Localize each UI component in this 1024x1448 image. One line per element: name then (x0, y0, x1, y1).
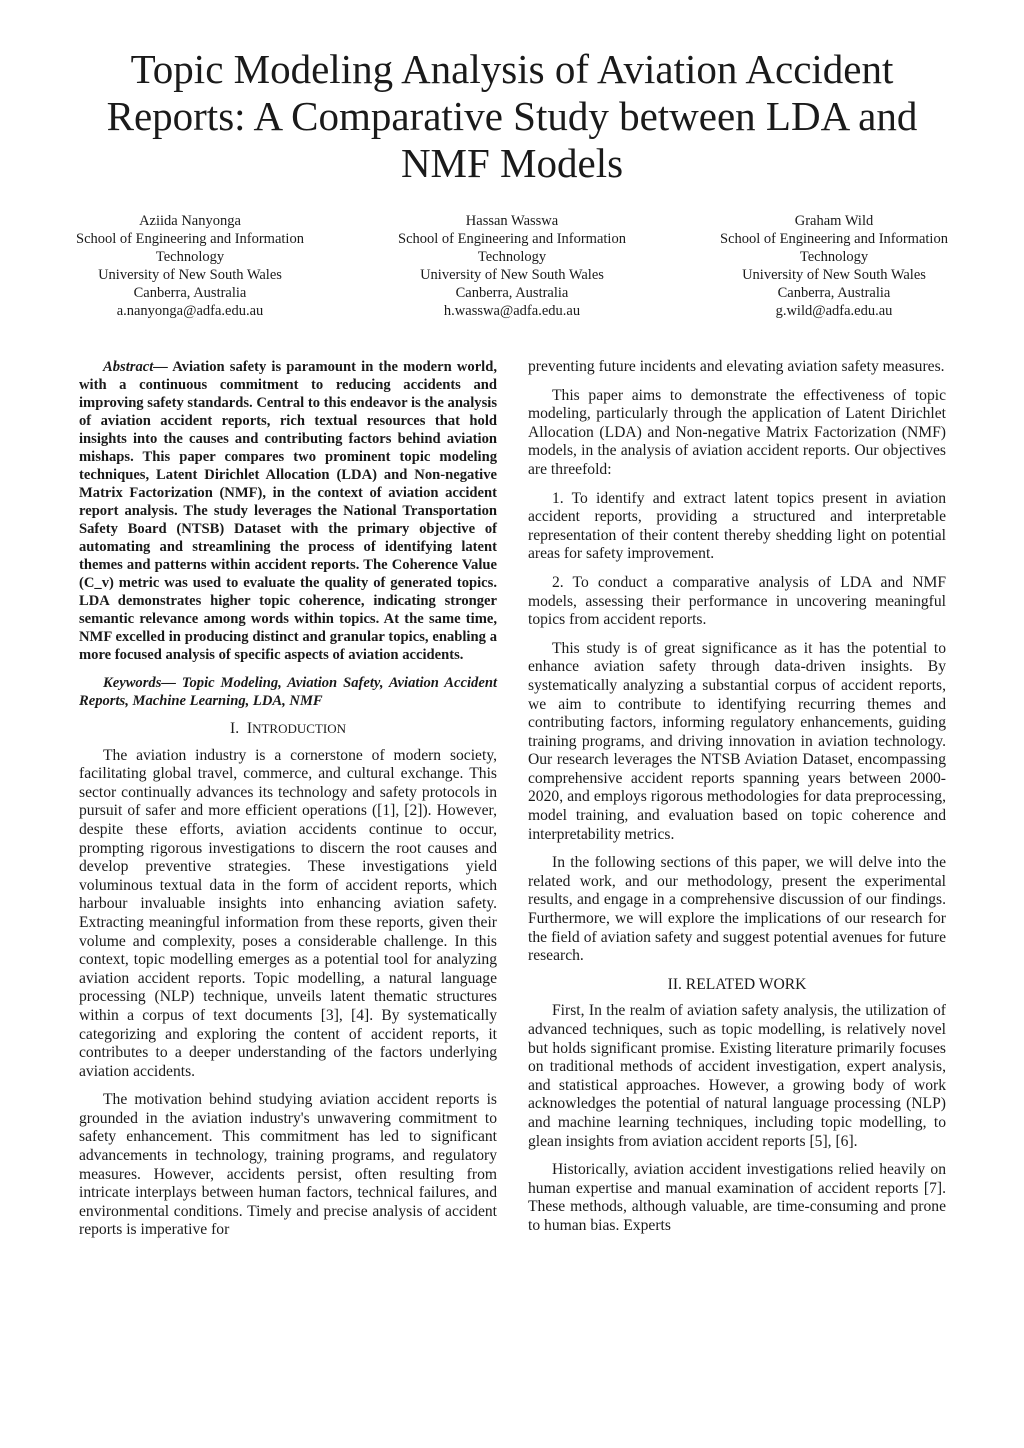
section-heading-related-work: II. RELATED WORK (667, 975, 807, 993)
author-dept: School of Engineering and Information (720, 231, 948, 247)
author-university: University of New South Wales (742, 267, 926, 283)
left-column (79, 358, 497, 1250)
section-heading-introduction: I. INTRODUCTION (230, 720, 346, 737)
author-location: Canberra, Australia (777, 285, 891, 301)
keywords-text: Topic Modeling, Aviation Safety, Aviation Accident Reports, Machine Learning, LDA, NMF (79, 675, 497, 709)
objective-2: 2. To conduct a comparative analysis of LDA and NMF models, assessing their performance in uncovering meaningful topics from accident reports. (528, 573, 946, 629)
intro-paragraph-1: The aviation industry is a cornerstone of modern society, facilitating global travel, commerce, and cultural exchange. This sector continually advances its technology and safety protocols in pursuit of safer and more efficient operations ([1], [2]). However, despite these efforts, aviation accidents continue to occur, prompting rigorous investigations to discern the root causes and develop preventive strategies. These investigations yield voluminous textual data in the form of accident reports, which harbour invaluable insights into enhancing aviation safety. Extracting meaningful information from these reports, given their volume and complexity, poses a considerable challenge. In this context, topic modelling emerges as a potential tool for analyzing aviation accident reports. Topic modelling, a natural language processing (NLP) technique, unveils latent thematic structures within a corpus of text documents [3], [4]. By systematically categorizing and exploring the content of accident reports, it contributes to a deeper understanding of the factors underlying aviation accidents. (79, 746, 497, 1080)
author-1 (40, 212, 340, 320)
author-location: Canberra, Australia (455, 285, 569, 301)
author-name: Hassan Wasswa (465, 213, 559, 229)
author-dept-2: Technology (477, 249, 547, 265)
author-university: University of New South Wales (420, 267, 604, 283)
author-name: Graham Wild (794, 213, 874, 229)
author-email: h.wasswa@adfa.edu.au (443, 303, 581, 319)
author-email: a.nanyonga@adfa.edu.au (116, 303, 264, 319)
author-location: Canberra, Australia (133, 285, 247, 301)
author-university: University of New South Wales (98, 267, 282, 283)
related-paragraph-1: First, In the realm of aviation safety analysis, the utilization of advanced techniques, such as topic modelling, is relatively novel but holds significant promise. Existing literature primarily focuses on traditional methods of accident investigation, expert analysis, and statistical approaches. However, a growing body of work acknowledges the potential of natural language processing (NLP) and machine learning techniques, including topic modelling, to glean insights from aviation accident reports [5], [6]. (528, 1002, 946, 1150)
author-dept: School of Engineering and Information (398, 231, 626, 247)
abstract-label: Abstract— (103, 359, 168, 375)
abstract-text: Aviation safety is paramount in the modern world, with a continuous commitment to reducing accidents and improving safety standards. Central to this endeavor is the analysis of aviation accident reports, rich textual resources that hold insights into the causes and contributing factors behind aviation mishaps. This paper compares two prominent topic modeling techniques, Latent Dirichlet Allocation (LDA) and Non-negative Matrix Factorization (NMF), in the context of aviation accident report analysis. The study leverages the National Transportation Safety Board (NTSB) Dataset with the primary objective of automating and streamlining the process of identifying latent themes and patterns within accident reports. The Coherence Value (C_v) metric was used to evaluate the quality of generated topics. LDA demonstrates higher topic coherence, indicating stronger semantic relevance among words within topics. At the same time, NMF excelled in producing distinct and granular topics, enabling a more focused analysis of specific aspects of aviation accidents. (79, 359, 497, 663)
author-2 (362, 212, 662, 320)
intro-paragraph-2: The motivation behind studying aviation accident reports is grounded in the aviation industry's unwavering commitment to safety enhancement. This commitment has led to significant advancements in technology, training programs, and regulatory measures. However, accidents persist, often resulting from intricate interplays between human factors, technical failures, and environmental conditions. Timely and precise analysis of accident reports is imperative for (79, 1091, 497, 1239)
author-3 (684, 212, 984, 320)
author-name: Aziida Nanyonga (139, 213, 241, 229)
paper-title: Topic Modeling Analysis of Aviation Accident Reports: A Comparative Study between LDA and NMF Models (106, 46, 918, 186)
objective-1: 1. To identify and extract latent topics present in aviation accident reports, providing a structured and interpretable representation of their content thereby shedding light on potential areas for safety improvement. (528, 489, 946, 563)
keywords-label: Keywords— (103, 675, 176, 691)
abstract (79, 358, 497, 664)
author-dept-2: Technology (799, 249, 869, 265)
keywords (79, 674, 497, 710)
intro-paragraph-following: In the following sections of this paper, we will delve into the related work, and our methodology, present the experimental results, and engage in a comprehensive discussion of our findings. Furthermore, we will explore the implications of our research for the field of aviation safety and suggest potential avenues for future research. (528, 854, 946, 965)
intro-paragraph-significance: This study is of great significance as it has the potential to enhance aviation safety through data-driven insights. By systematically analyzing a substantial corpus of accident reports, we aim to contribute to identifying recurring themes and contributing factors, informing regulatory enhancements, guiding training programs, and driving innovation in aviation technology. Our research leverages the NTSB Aviation Dataset, encompassing comprehensive accident reports spanning years between 2000-2020, and employs rigorous methodologies for data preprocessing, model training, and evaluation based on topic coherence and interpretability metrics. (528, 639, 946, 843)
author-dept: School of Engineering and Information (76, 231, 304, 247)
intro-continuation: preventing future incidents and elevating aviation safety measures. (528, 358, 945, 375)
right-column (528, 358, 946, 1246)
author-email: g.wild@adfa.edu.au (775, 303, 893, 319)
author-dept-2: Technology (155, 249, 225, 265)
related-paragraph-2: Historically, aviation accident investigations relied heavily on human expertise and manual examination of accident reports [7]. These methods, although valuable, are time-consuming and prone to human bias. Experts (528, 1161, 946, 1234)
intro-paragraph-aims: This paper aims to demonstrate the effectiveness of topic modeling, particularly through the application of Latent Dirichlet Allocation (LDA) and Non-negative Matrix Factorization (NMF) models, in the analysis of aviation accident reports. Our objectives are threefold: (528, 386, 946, 478)
author-block (40, 212, 984, 320)
